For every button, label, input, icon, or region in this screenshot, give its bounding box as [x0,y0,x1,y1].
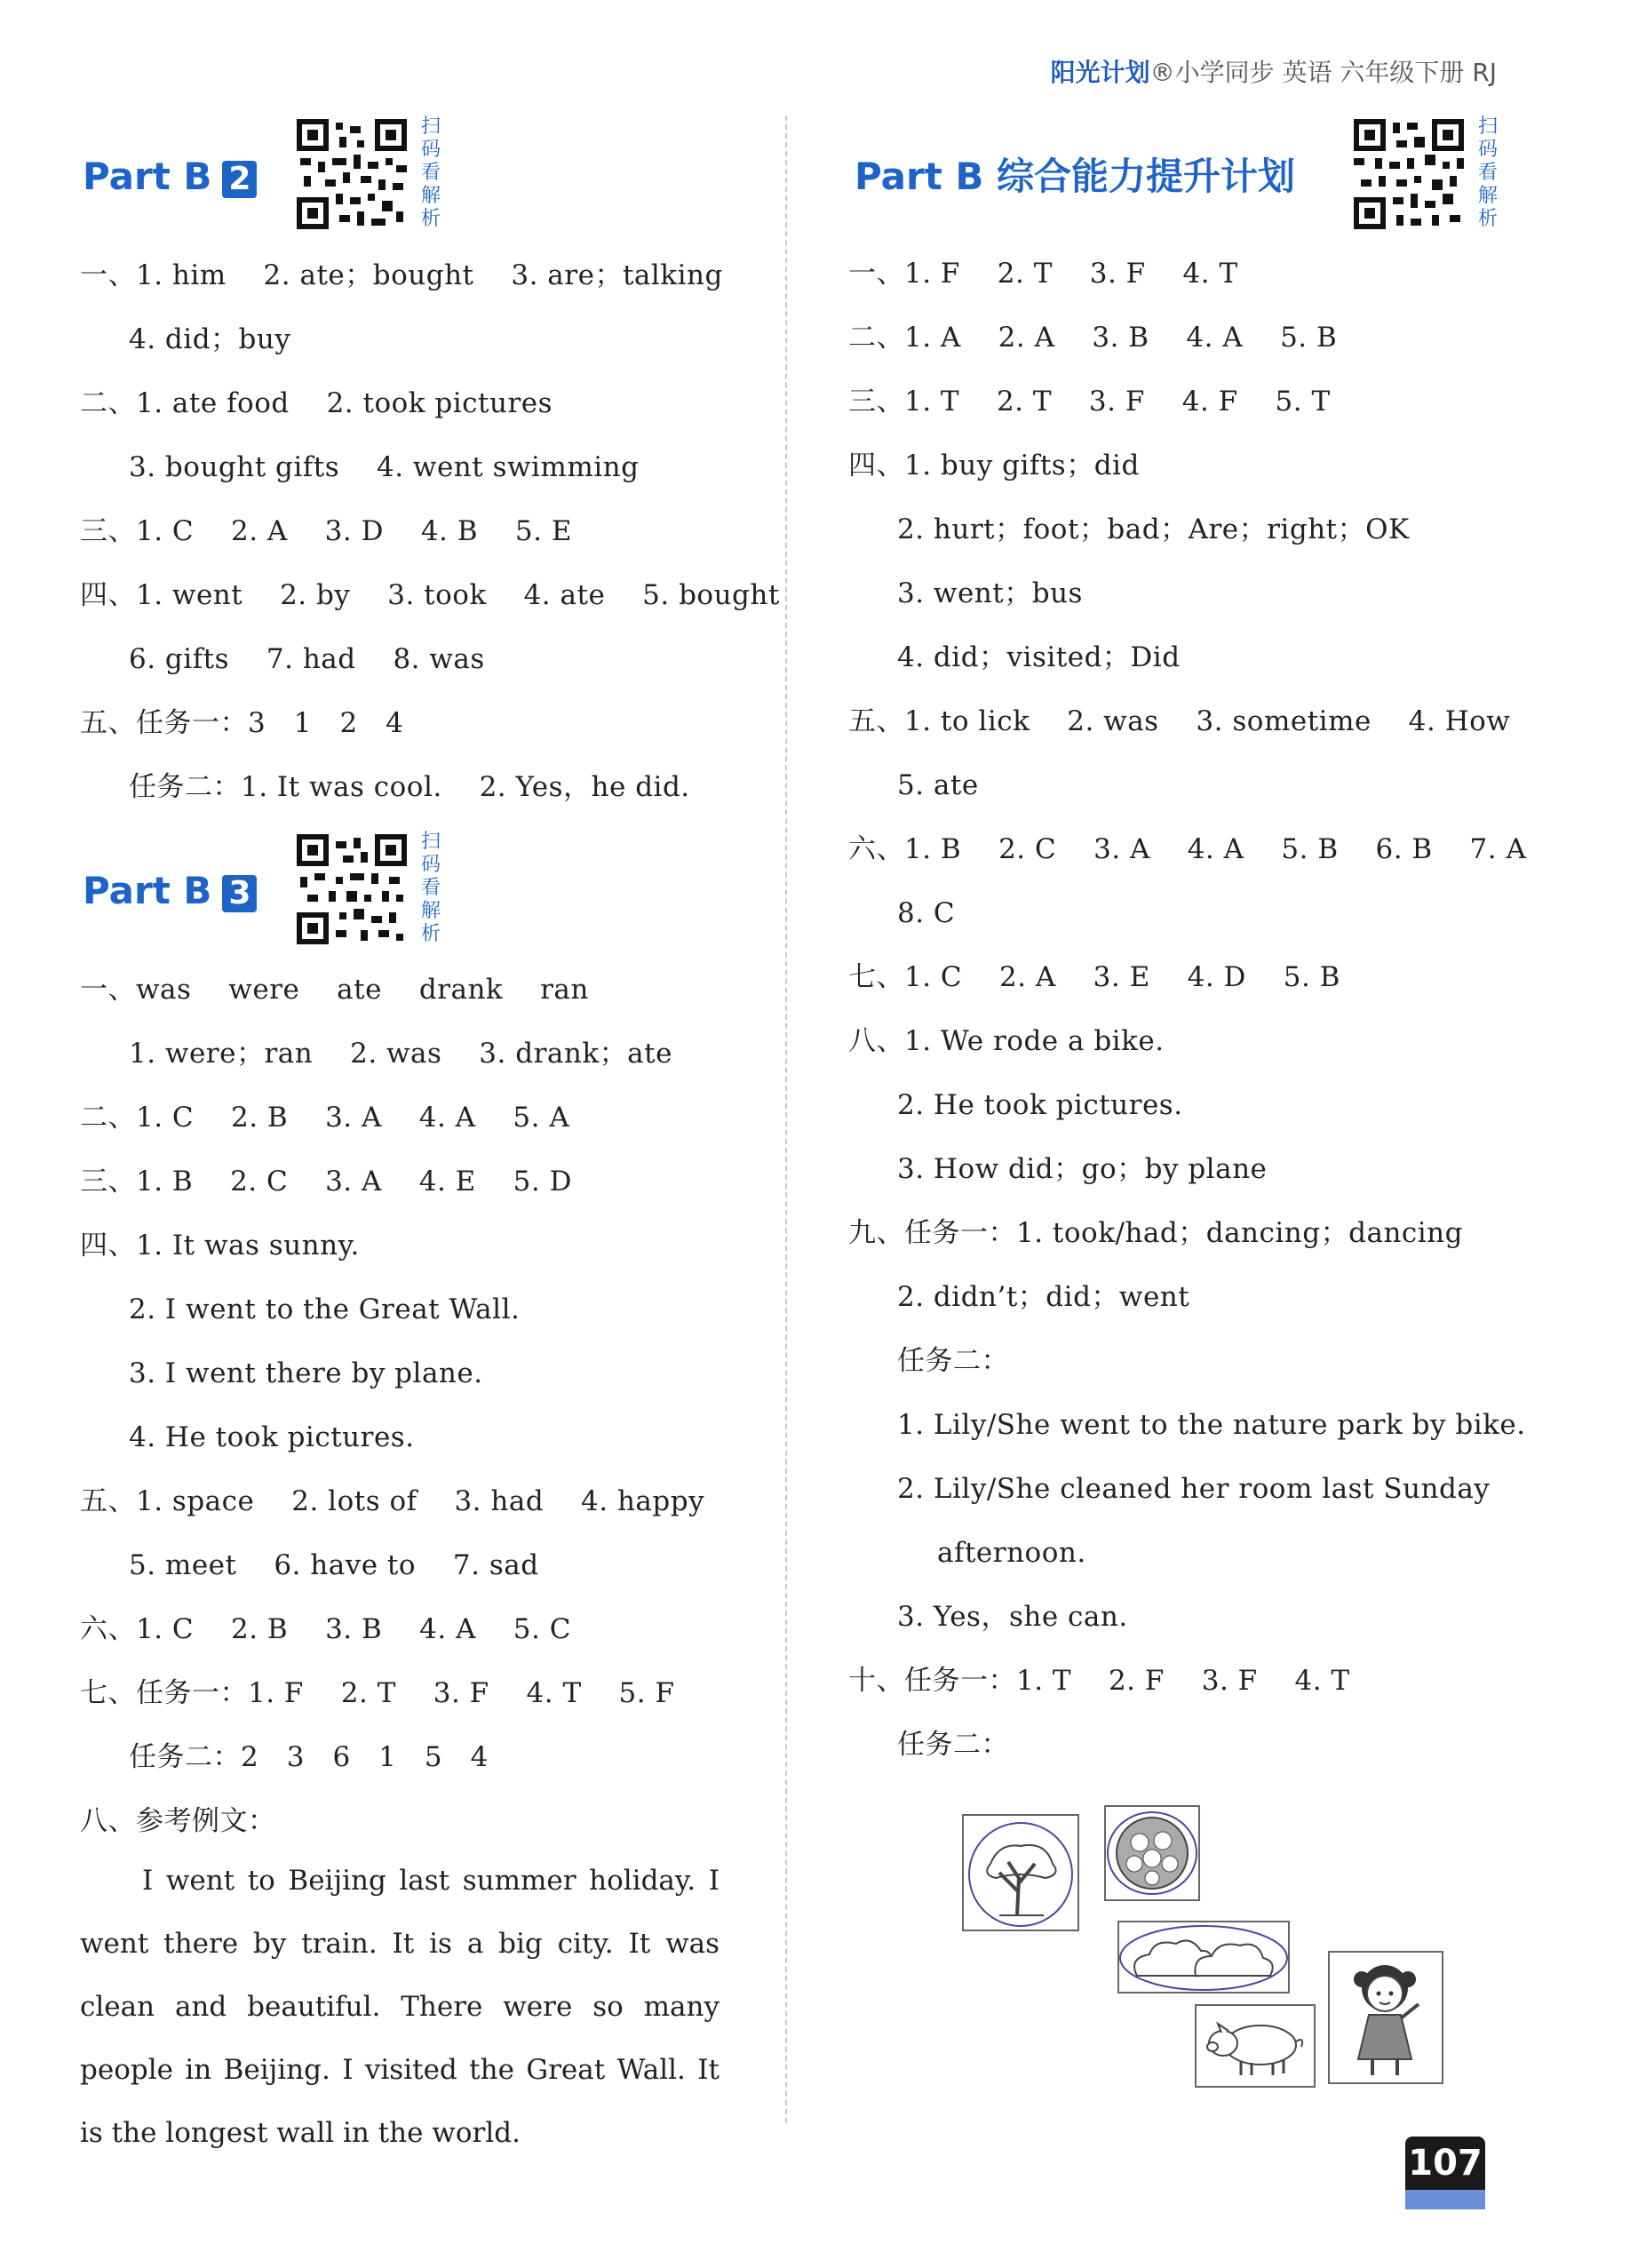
answer-line: 五、任务一：3 1 2 4 [80,707,404,739]
answer-line: 七、1. C 2. A 3. E 4. D 5. B [848,961,1340,993]
answer-line: 十、任务一：1. T 2. F 3. F 4. T [848,1665,1350,1697]
answer-line: 六、1. B 2. C 3. A 4. A 5. B 6. B 7. A [848,833,1527,865]
answer-line: 4. did；visited；Did [897,641,1181,673]
scan-for-answers-label: 扫 码 看 解 析 [420,831,441,945]
answer-line: 1. Lily/She went to the nature park by bike. [897,1409,1526,1441]
answer-line: 2. Lily/She cleaned her room last Sunday [897,1473,1491,1505]
pig-icon [1197,2006,1314,2086]
flower-icon [1106,1807,1198,1899]
answer-line: 8. C [897,897,956,929]
girl-picture [1328,1951,1443,2084]
tree-icon [964,1816,1077,1930]
brand-name: 阳光计划 [1050,58,1150,87]
answer-line: 2. He took pictures. [897,1089,1183,1121]
answer-line: afternoon. [937,1537,1086,1569]
answer-line: 一、was were ate drank ran [80,974,589,1006]
registered-mark: ® [1149,58,1175,87]
answer-line: 二、1. A 2. A 3. B 4. A 5. B [848,322,1338,354]
section-number-badge: 2 [222,161,257,198]
answer-line: 3. bought gifts 4. went swimming [129,451,640,483]
answer-line: 6. gifts 7. had 8. was [129,643,485,675]
answer-line: 九、任务一：1. took/had；dancing；dancing [848,1217,1463,1249]
answer-line: 八、参考例文： [80,1805,276,1837]
header-subtitle: 小学同步 英语 六年级下册 RJ [1174,58,1497,87]
flowers-picture [1104,1805,1200,1901]
answer-line: 3. went；bus [897,577,1083,609]
section-title-part-b-comprehensive: Part B 综合能力提升计划 [855,155,1296,198]
answer-line: 任务二： [897,1729,1009,1761]
answer-line: 2. hurt；foot；bad；Are；right；OK [897,513,1410,545]
answer-line: 五、1. space 2. lots of 3. had 4. happy [80,1485,705,1517]
qr-code-icon[interactable] [1350,115,1467,233]
answer-line: 3. I went there by plane. [129,1357,483,1389]
page-edge-tab [1405,2190,1485,2209]
answer-line: 三、1. T 2. T 3. F 4. F 5. T [848,386,1331,418]
qr-code-icon[interactable] [293,115,410,233]
answer-line: 5. meet 6. have to 7. sad [129,1549,539,1581]
sample-essay: I went to Beijing last summer holiday. I went there by train. It is a big city. It was clean and beautiful. There were so many people in Beijing. I visited the Great Wall. It is the longest wall in the world. [80,1865,720,2149]
answer-line: 一、1. F 2. T 3. F 4. T [848,258,1238,290]
answer-line: 4. did；buy [129,323,291,355]
answer-line: 三、1. B 2. C 3. A 4. E 5. D [80,1166,572,1198]
answer-line: 3. How did；go；by plane [897,1153,1268,1185]
tree-picture [962,1814,1079,1931]
answer-line: 八、1. We rode a bike. [848,1025,1165,1057]
cloud-icon [1119,1922,1288,1992]
answer-line: 四、1. It was sunny. [80,1229,360,1261]
column-divider [785,115,787,2123]
answer-line: 二、1. ate food 2. took pictures [80,387,553,419]
pig-picture [1195,2004,1316,2088]
answer-line: 5. ate [897,769,979,801]
girl-icon [1330,1953,1442,2082]
qr-code-icon[interactable] [293,831,410,948]
answer-line: 4. He took pictures. [129,1421,415,1453]
answer-line: 2. I went to the Great Wall. [129,1293,521,1325]
clouds-picture [1117,1921,1290,1993]
page-number: 107 [1405,2137,1485,2190]
answer-line: 四、1. buy gifts；did [848,450,1140,481]
answer-line: 五、1. to lick 2. was 3. sometime 4. How [848,705,1511,737]
section-title-part-b-3 [83,869,257,913]
answer-line: 六、1. C 2. B 3. B 4. A 5. C [80,1613,571,1645]
answer-line: 任务二： [897,1345,1009,1377]
answer-line: 1. were；ran 2. was 3. drank；ate [129,1038,672,1070]
scan-for-answers-label: 扫 码 看 解 析 [420,115,441,230]
answer-line: 七、任务一：1. F 2. T 3. F 4. T 5. F [80,1677,675,1709]
answer-line: 三、1. C 2. A 3. D 4. B 5. E [80,515,572,547]
book-header [1051,53,1497,89]
answer-line: 四、1. went 2. by 3. took 4. ate 5. bought [80,579,780,611]
answer-line: 任务二：1. It was cool. 2. Yes，he did. [129,771,690,803]
answer-line: 2. didn’t；did；went [897,1281,1190,1313]
section-title-text: Part B [83,155,212,198]
section-title-part-b-2 [83,155,257,199]
answer-line: 3. Yes，she can. [897,1601,1128,1633]
section-number-badge: 3 [222,875,257,912]
answer-line: 任务二：2 3 6 1 5 4 [129,1741,489,1773]
section-title-text: Part B [83,869,212,912]
scan-for-answers-label: 扫 码 看 解 析 [1477,115,1498,230]
answer-line: 二、1. C 2. B 3. A 4. A 5. A [80,1102,570,1134]
answer-line: 一、1. him 2. ate；bought 3. are；talking [80,259,723,291]
